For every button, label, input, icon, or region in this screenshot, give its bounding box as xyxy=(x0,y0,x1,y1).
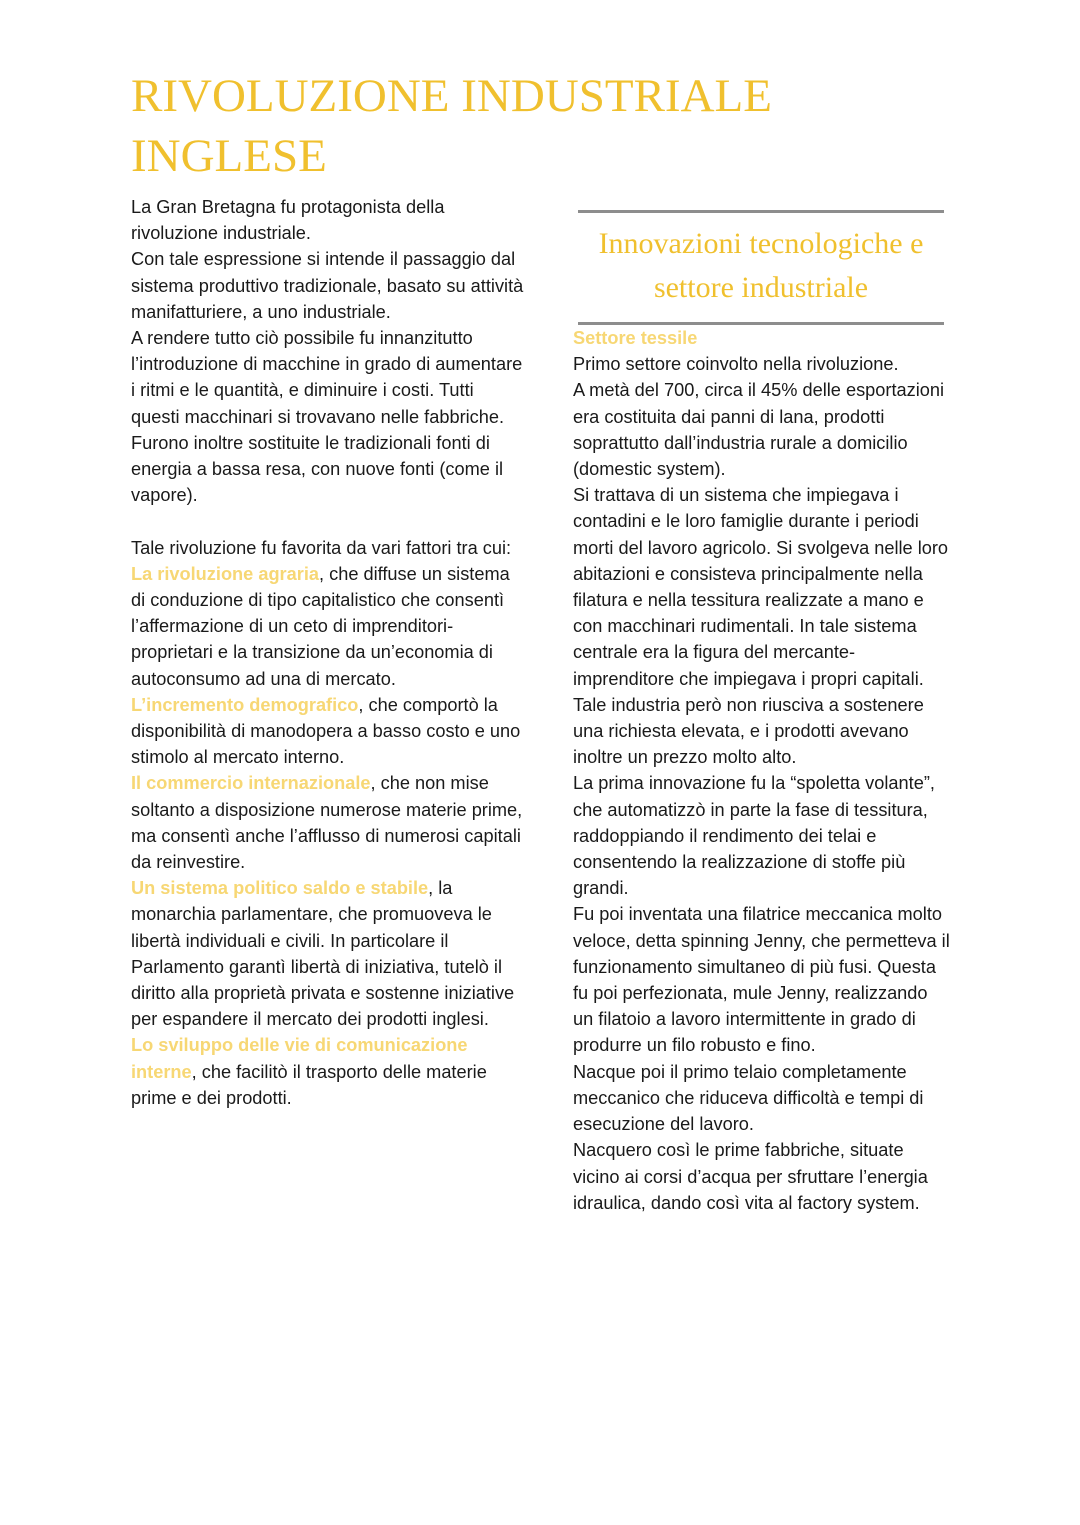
factor-term: Un sistema politico saldo e stabile xyxy=(131,878,429,899)
body-paragraph: Si trattava di un sistema che impiegava i contadini e le loro famiglie durante i periodi morti del lavoro agricolo. Si svolgeva nelle loro abitazioni e consisteva principalmente nella filatura e nella tessitura realizzate a mano e con macchinari rudimentali. In tale sistema centrale era la figura del mercante-imprenditore che impiegava i propri capitali. xyxy=(573,485,949,689)
paragraph-spacer xyxy=(131,508,526,534)
factor-item xyxy=(131,561,526,692)
right-column xyxy=(573,210,951,1216)
intro-paragraph: La Gran Bretagna fu protagonista della rivoluzione industriale. xyxy=(131,197,445,244)
factor-text: , che facilitò il trasporto delle materie prime e dei prodotti. xyxy=(131,1061,487,1108)
factor-item xyxy=(131,1032,526,1111)
body-paragraph: A metà del 700, circa il 45% delle esportazioni era costituita dai panni di lana, prodotti soprattutto dall’industria rurale a domicilio (domestic system). xyxy=(573,380,945,480)
factor-term: L’incremento demografico xyxy=(131,694,359,715)
intro-paragraph: Con tale espressione si intende il passaggio dal sistema produttivo tradizionale, basato su attività manifatturiere, a uno industriale. xyxy=(131,249,524,322)
factor-text: , che non mise soltanto a disposizione numerose materie prime, ma consentì anche l’afflusso di numerosi capitali da reinvestire. xyxy=(131,773,523,873)
body-paragraph: La prima innovazione fu la “spoletta volante”, che automatizzò in parte la fase di tessitura, raddoppiando il rendimento dei telai e consentendo la realizzazione di stoffe più grandi. xyxy=(573,773,935,899)
factor-term: Il commercio internazionale xyxy=(131,773,371,794)
factor-item xyxy=(131,770,526,875)
factor-item xyxy=(131,875,526,1032)
body-paragraph: Nacquero così le prime fabbriche, situate vicino ai corsi d’acqua per sfruttare l’energia idraulica, dando così vita al factory system. xyxy=(573,1140,928,1213)
subheading-settore-tessile: Settore tessile xyxy=(573,328,698,348)
body-paragraph: Fu poi inventata una filatrice meccanica molto veloce, detta spinning Jenny, che permetteva il funzionamento simultaneo di più fusi. Questa fu poi perfezionata, mule Jenny, realizzando un filatoio a lavoro intermittente in grado di produrre un filo robusto e fino. xyxy=(573,904,950,1056)
factors-intro: Tale rivoluzione fu favorita da vari fattori tra cui: xyxy=(131,537,512,558)
body-paragraph: Nacque poi il primo telaio completamente meccanico che riduceva difficoltà e tempi di esecuzione del lavoro. xyxy=(573,1061,924,1135)
intro-paragraph: Furono inoltre sostituite le tradizionali fonti di energia a bassa resa, con nuove fonti (come il vapore). xyxy=(131,432,504,506)
body-paragraph: Primo settore coinvolto nella rivoluzione. xyxy=(573,354,899,375)
factor-term: Lo sviluppo delle vie di comunicazione interne xyxy=(131,1035,468,1082)
section-heading: Innovazioni tecnologiche e settore industriale xyxy=(598,227,924,304)
left-column xyxy=(131,194,526,1111)
factor-text: , la monarchia parlamentare, che promuoveva le libertà individuali e civili. In particolare il Parlamento garantì libertà di iniziativa, tutelò il diritto alla proprietà privata e sostenne iniziative per espandere il mercato dei prodotti inglesi. xyxy=(131,878,515,1030)
body-paragraph: Tale industria però non riusciva a sostenere una richiesta elevata, e i prodotti avevano inoltre un prezzo molto alto. xyxy=(573,694,924,768)
intro-paragraph: A rendere tutto ciò possibile fu innanzitutto l’introduzione di macchine in grado di aumentare i ritmi e le quantità, e diminuire i costi. Tutti questi macchinari si trovavano nelle fabbriche. xyxy=(131,328,523,427)
page-title: RIVOLUZIONE INDUSTRIALE INGLESE xyxy=(131,70,772,182)
factor-item xyxy=(131,692,526,771)
factor-text: , che comportò la disponibilità di manodopera a basso costo e uno stimolo al mercato interno. xyxy=(131,694,521,768)
factor-text: , che diffuse un sistema di conduzione di tipo capitalistico che consentì l’affermazione di un ceto di imprenditori-proprietari e la transizione da un’economia di autoconsumo ad una di mercato. xyxy=(131,563,510,689)
factor-term: La rivoluzione agraria xyxy=(131,563,319,584)
